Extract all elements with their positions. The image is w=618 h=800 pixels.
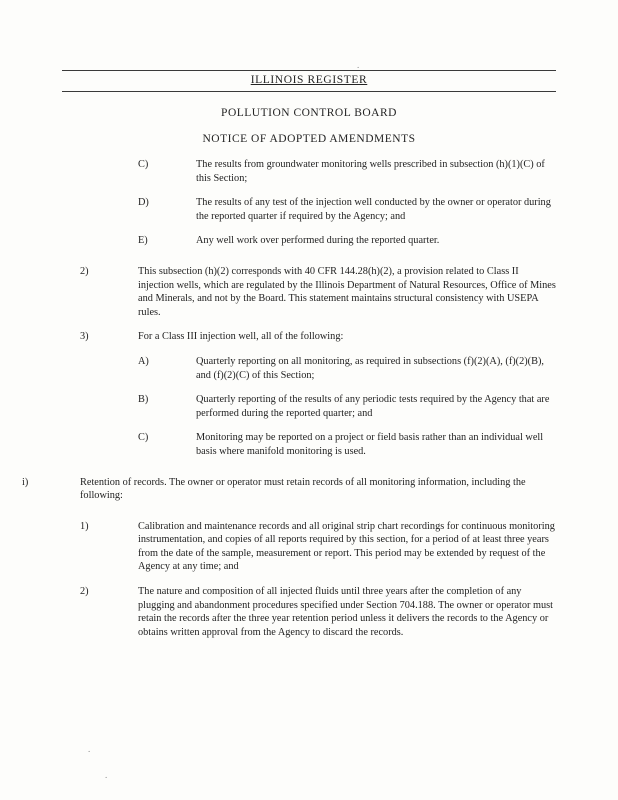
paragraph [0, 520, 618, 574]
board-title: POLLUTION CONTROL BOARD [221, 107, 397, 119]
paragraph-marker: A) [138, 355, 149, 367]
paragraph-text: The nature and composition of all injected fluids until three years after the completion of any plugging and abandonment procedures specified under Section 704.188. The owner or operator must retain the records after the three year retention period unless it delivers the records to the Agency or obtains written approval from the Agency to discard the records. [138, 586, 554, 638]
paragraph [0, 585, 618, 639]
paragraph [0, 476, 618, 503]
paragraph-text: Monitoring may be reported on a project or field basis rather than an individual well basis where manifold monitoring is used. [196, 432, 544, 457]
paragraph-text: This subsection (h)(2) corresponds with 40 CFR 144.28(h)(2), a provision related to Class II injection wells, which are regulated by the Illinois Department of Natural Resources, Office of Mines and Minerals, and not by the Board. This statement maintains structural consistency with USEPA rules. [138, 265, 556, 318]
register-title: ILLINOIS REGISTER [250, 74, 368, 86]
paragraph-marker: B) [138, 394, 149, 406]
header-rule-top [62, 70, 556, 71]
scan-artifact-lower: . [88, 744, 91, 754]
header-rule-bottom [62, 91, 556, 92]
paragraph-text: The results from groundwater monitoring wells prescribed in subsection (h)(1)(C) of this Section; [196, 159, 545, 184]
paragraph-text: Any well work over performed during the reported quarter. [196, 235, 440, 247]
paragraph-marker: E) [138, 235, 148, 247]
scan-artifact-bottom: . [105, 770, 108, 780]
paragraph-marker: D) [138, 197, 149, 209]
paragraph-text: Quarterly reporting of the results of any periodic tests required by the Agency that are performed during the reported quarter; and [196, 394, 550, 419]
paragraph [0, 355, 618, 382]
paragraph [0, 330, 618, 344]
paragraph-marker: C) [138, 159, 149, 170]
paragraph [0, 431, 618, 458]
paragraph-text: For a Class III injection well, all of the following: [138, 331, 344, 343]
paragraph-marker: 1) [80, 520, 89, 532]
paragraph [0, 158, 618, 185]
paragraph-text: The results of any test of the injection well conducted by the owner or operator during the reported quarter if required by the Agency; and [196, 197, 551, 222]
paragraph-marker: 2) [80, 265, 89, 277]
paragraph [0, 234, 618, 248]
paragraph [0, 265, 618, 319]
scan-artifact-top: . [357, 60, 360, 70]
paragraph-marker: C) [138, 432, 149, 444]
paragraph-text: Quarterly reporting on all monitoring, as required in subsections (f)(2)(A), (f)(2)(B), and (f)(2)(C) of this Section; [196, 355, 544, 381]
notice-title: NOTICE OF ADOPTED AMENDMENTS [202, 133, 416, 145]
paragraph [0, 393, 618, 420]
paragraph-text: Retention of records. The owner or operator must retain records of all monitoring information, including the following: [80, 476, 526, 502]
paragraph-marker: 2) [80, 586, 89, 598]
paragraph [0, 196, 618, 223]
paragraph-marker: i) [22, 476, 29, 488]
paragraph-marker: 3) [80, 331, 89, 343]
document-body [0, 158, 618, 650]
paragraph-text: Calibration and maintenance records and all original strip chart recordings for continuous monitoring instrumentation, and copies of all reports required by this section, for a period of at least three years from the date of the sample, measurement or report. This period may be extended by request of the Agency at any time; and [138, 520, 555, 573]
